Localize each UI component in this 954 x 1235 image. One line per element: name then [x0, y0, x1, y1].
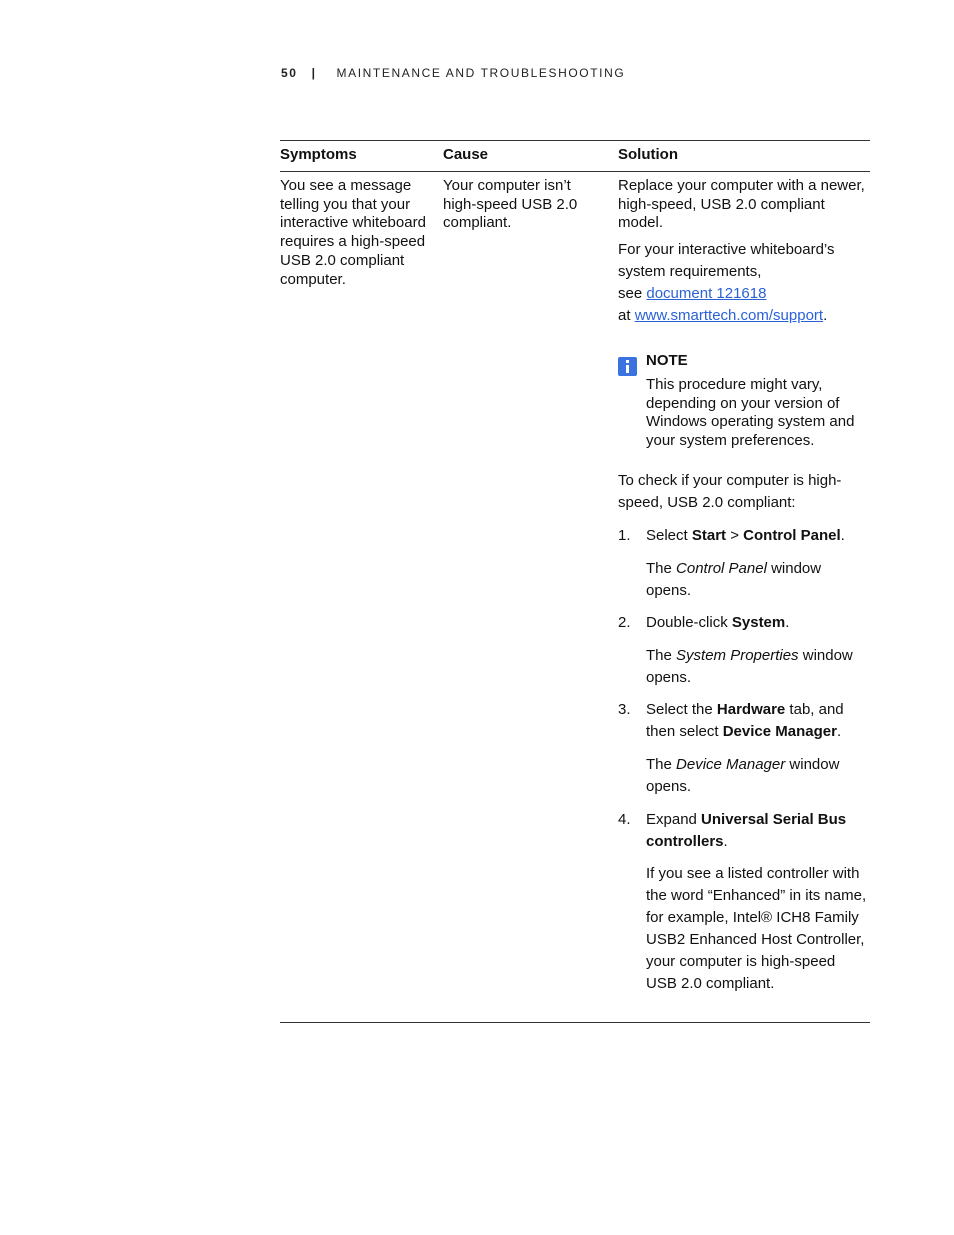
window-name: Device Manager — [676, 756, 786, 773]
note-box — [618, 352, 870, 452]
table-top-rule — [280, 140, 870, 141]
ui-term: Universal Serial Bus controllers — [646, 811, 847, 850]
window-name: System Properties — [676, 647, 799, 664]
step-result — [646, 558, 868, 602]
step-number: 2. — [618, 614, 631, 631]
ui-term: System — [731, 614, 786, 631]
see-label: see — [618, 285, 643, 302]
step-text: Select the — [646, 701, 717, 718]
step-text: Double-click — [646, 614, 732, 631]
support-link-period: . — [823, 307, 828, 324]
running-header — [281, 66, 625, 80]
ui-term: Control Panel — [743, 527, 841, 544]
section-title: MAINTENANCE AND TROUBLESHOOTING — [336, 66, 626, 80]
solution-requirements — [618, 239, 868, 327]
step-text: tab, and then select — [646, 701, 844, 740]
column-header-cause: Cause — [443, 146, 489, 163]
step-number: 4. — [618, 811, 631, 828]
support-link[interactable]: www.smarttech.com/support — [634, 307, 824, 324]
requirements-text: For your interactive whiteboard’s system requirements, — [618, 241, 835, 280]
symptom-cell: You see a message telling you that your interactive whiteboard requires a high-speed USB 2.0 compliant computer. — [280, 177, 426, 288]
step-text: The — [646, 560, 677, 577]
step-text: . — [785, 614, 790, 631]
column-header-symptoms: Symptoms — [280, 146, 357, 163]
step-text: Select — [646, 527, 692, 544]
cause-cell: Your computer isn’t high-speed USB 2.0 compliant. — [443, 177, 578, 232]
step-text: . — [840, 527, 845, 544]
step-instruction — [646, 525, 868, 547]
requirements-at-line — [618, 305, 868, 327]
step-number: 3. — [618, 701, 631, 718]
column-header-solution: Solution — [618, 146, 678, 163]
at-label: at — [618, 307, 631, 324]
solution-replace — [618, 177, 868, 233]
step-result — [646, 645, 868, 689]
check-intro: To check if your computer is high-speed, USB 2.0 compliant: — [618, 472, 842, 511]
step-text: Expand — [646, 811, 702, 828]
header-separator: | — [311, 66, 317, 80]
step-text: . — [723, 833, 728, 850]
step-text: . — [836, 723, 842, 740]
table-header-rule — [280, 171, 870, 172]
ui-term: Start — [691, 527, 727, 544]
window-name: Control Panel — [676, 560, 767, 577]
page-number: 50 — [281, 66, 298, 80]
note-title: NOTE — [646, 352, 688, 369]
step-text: The — [646, 756, 677, 773]
requirements-see-line — [618, 283, 868, 305]
step-instruction — [646, 809, 868, 853]
solution-replace-text: Replace your computer with a newer, high-speed, USB 2.0 compliant model. — [618, 177, 865, 232]
step-instruction — [646, 612, 868, 634]
step-text: > — [726, 527, 744, 544]
ui-term: Device Manager — [722, 723, 837, 740]
table-bottom-rule — [280, 1022, 870, 1023]
note-body: This procedure might vary, depending on your version of Windows operating system and your system preferences. — [646, 376, 855, 450]
step-text: window opens. — [646, 647, 853, 686]
document-link[interactable]: document 121618 — [646, 285, 767, 302]
step-text: The — [646, 647, 677, 664]
step-number: 1. — [618, 527, 631, 544]
step-instruction — [646, 699, 868, 743]
ui-term: Hardware — [716, 701, 786, 718]
step-text: window opens. — [646, 756, 840, 795]
step-result — [646, 754, 868, 798]
step-result: If you see a listed controller with the word “Enhanced” in its name, for example, Intel® ICH8 Family USB2 Enhanced Host Controller, your computer is high-speed USB 2.0 compliant. — [646, 865, 867, 992]
info-icon — [618, 357, 637, 376]
step-text: window opens. — [646, 560, 822, 599]
